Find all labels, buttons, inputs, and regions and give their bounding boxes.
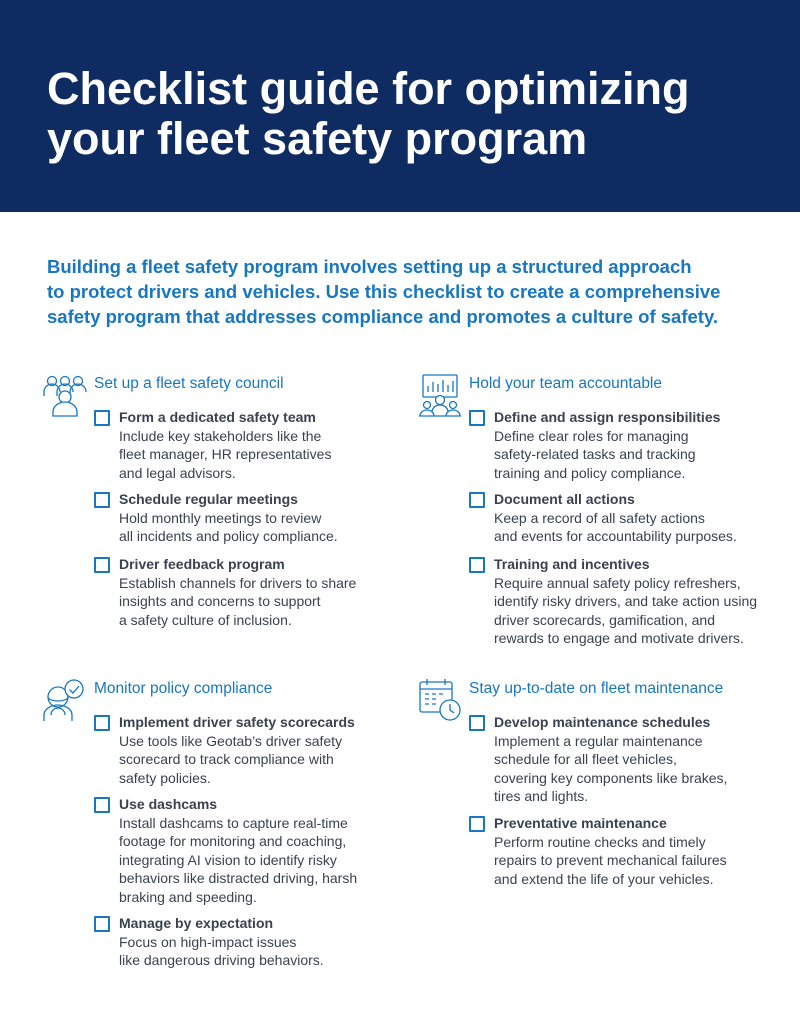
item-title: Document all actions [494, 491, 635, 507]
checkbox[interactable] [469, 816, 485, 832]
item-desc-line: Implement a regular maintenance [494, 732, 703, 749]
item-desc-line: behaviors like distracted driving, harsh [119, 870, 358, 886]
item-title: Implement driver safety scorecards [119, 714, 355, 730]
page-title [47, 64, 747, 164]
intro-paragraph [47, 254, 747, 329]
checkbox[interactable] [94, 797, 110, 813]
item-title: Manage by expectation [119, 915, 274, 931]
item-desc-line: Define clear roles for managing [494, 427, 689, 444]
checklist-item [469, 713, 769, 814]
checkbox[interactable] [94, 557, 110, 573]
item-desc-line: training and policy compliance. [494, 464, 686, 481]
item-desc-line: integrating AI vision to identify risky [119, 851, 337, 868]
driver-check-icon [42, 677, 88, 723]
item-desc-line: scorecard to track compliance with [119, 751, 334, 767]
intro-line: Building a fleet safety program involves setting up a structured approach [47, 256, 692, 277]
item-desc-line: schedule for all fleet vehicles, [494, 751, 677, 767]
item-desc-line: repairs to prevent mechanical failures [494, 852, 727, 868]
checklist-item [94, 713, 394, 795]
page-title-line: Checklist guide for optimizing [47, 63, 690, 114]
item-desc-line: and legal advisors. [119, 464, 236, 481]
checklist [94, 713, 394, 970]
checklist-item [469, 408, 799, 490]
item-desc-line: Establish channels for drivers to share [119, 574, 357, 591]
item-title: Develop maintenance schedules [494, 714, 711, 730]
checklist-item [94, 795, 394, 914]
page-title-line: your fleet safety program [47, 113, 588, 164]
item-desc-line: driver scorecards, gamification, and [494, 611, 715, 628]
item-title: Form a dedicated safety team [119, 409, 316, 425]
checklist-item [94, 490, 394, 555]
section-title: Stay up-to-date on fleet maintenance [469, 680, 724, 697]
checklist-item [94, 914, 394, 970]
item-desc-line: braking and speeding. [119, 888, 257, 905]
item-desc-line: and events for accountability purposes. [494, 528, 737, 544]
team-people-icon [42, 372, 88, 418]
header-band [0, 0, 800, 212]
item-desc-line: all incidents and policy compliance. [119, 528, 338, 544]
item-desc-line: Install dashcams to capture real-time [119, 814, 348, 831]
item-desc-line: rewards to engage and motivate drivers. [494, 630, 744, 646]
checklist-item [469, 490, 799, 555]
item-desc-line: safety policies. [119, 769, 211, 786]
checklist-item [469, 814, 769, 888]
section-title: Set up a fleet safety council [94, 375, 284, 392]
checklist [469, 713, 769, 888]
item-desc-line: safety-related tasks and tracking [494, 446, 696, 462]
item-desc-line: footage for monitoring and coaching, [119, 833, 347, 849]
checkbox[interactable] [469, 557, 485, 573]
item-desc-line: Include key stakeholders like the [119, 427, 322, 444]
checkbox[interactable] [469, 410, 485, 426]
item-desc-line: and extend the life of your vehicles. [494, 870, 714, 887]
checklist [469, 408, 799, 648]
checkbox[interactable] [94, 492, 110, 508]
checklist [94, 408, 394, 629]
checkbox[interactable] [469, 492, 485, 508]
item-desc-line: Perform routine checks and timely [494, 833, 706, 850]
item-title: Schedule regular meetings [119, 491, 298, 507]
item-desc-line: Focus on high-impact issues [119, 933, 297, 950]
checklist-item [94, 408, 394, 490]
item-desc-line: like dangerous driving behaviors. [119, 952, 324, 968]
section-title: Hold your team accountable [469, 375, 663, 392]
item-desc-line: covering key components like brakes, [494, 769, 728, 786]
intro-line: safety program that addresses compliance and promotes a culture of safety. [47, 306, 718, 327]
item-desc-line: fleet manager, HR representatives [119, 446, 332, 462]
checkbox[interactable] [469, 715, 485, 731]
item-title: Training and incentives [494, 556, 650, 572]
item-title: Use dashcams [119, 796, 218, 812]
item-title: Driver feedback program [119, 556, 285, 572]
item-desc-line: Use tools like Geotab’s driver safety [119, 732, 343, 749]
item-desc-line: identify risky drivers, and take action using [494, 593, 758, 609]
checklist-item [94, 555, 394, 629]
item-desc-line: Hold monthly meetings to review [119, 509, 322, 526]
calendar-clock-icon [417, 677, 463, 723]
item-desc-line: a safety culture of inclusion. [119, 611, 292, 628]
checkbox[interactable] [94, 410, 110, 426]
checkbox[interactable] [94, 715, 110, 731]
item-desc-line: tires and lights. [494, 788, 589, 804]
item-desc-line: insights and concerns to support [119, 593, 321, 609]
item-desc-line: Keep a record of all safety actions [494, 509, 705, 526]
checklist-item [469, 555, 799, 648]
item-title: Preventative maintenance [494, 815, 667, 831]
section-title: Monitor policy compliance [94, 680, 273, 697]
item-title: Define and assign responsibilities [494, 409, 721, 425]
presentation-board-icon [417, 372, 463, 418]
item-desc-line: Require annual safety policy refreshers, [494, 574, 741, 591]
intro-line: to protect drivers and vehicles. Use this checklist to create a comprehensive [47, 281, 721, 302]
checkbox[interactable] [94, 916, 110, 932]
